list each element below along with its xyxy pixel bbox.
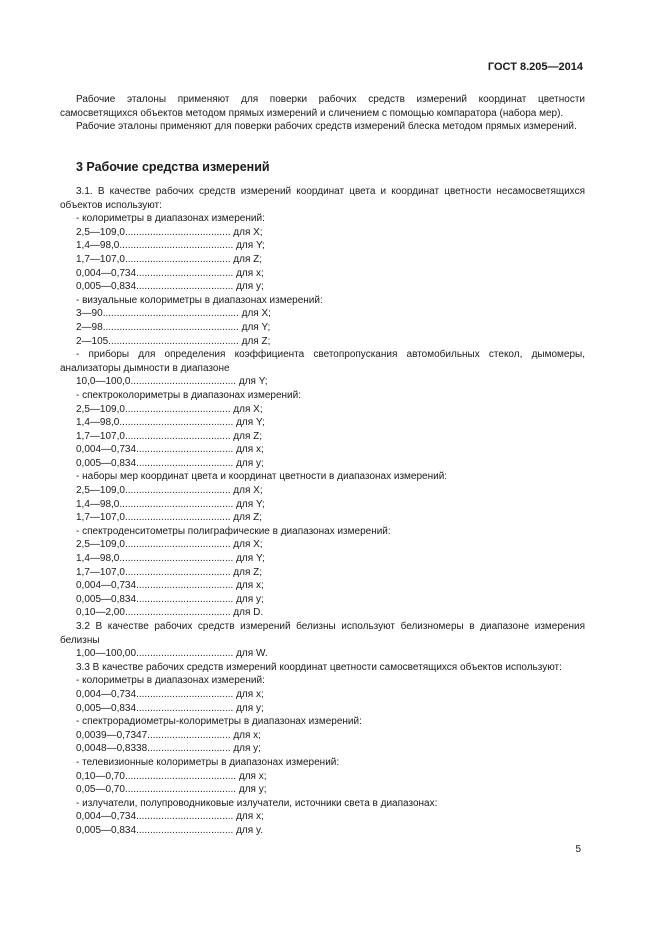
- range-row: 2,5—109,0...................................... для X;: [76, 485, 263, 497]
- range-row: 0,004—0,734................................... для x;: [76, 688, 264, 700]
- group-title: - визуальные колориметры в диапазонах измерений:: [76, 294, 323, 306]
- range-group-3: [60, 375, 585, 389]
- range-group-10: [60, 770, 585, 797]
- clause-3-3: 3.3 В качестве рабочих средств измерений координат цветности самосветящихся объектов используют:: [76, 661, 562, 673]
- range-row: 2—105............................................... для Z;: [76, 335, 271, 347]
- range-row: 3—90................................................. для X;: [76, 308, 271, 320]
- range-row: 2,5—109,0...................................... для X;: [76, 539, 263, 551]
- range-group-9: [60, 729, 585, 756]
- range-row: 0,004—0,734................................... для x;: [76, 580, 264, 592]
- range-row: 0,005—0,834................................... для y;: [76, 702, 264, 714]
- range-group-11: [60, 810, 585, 837]
- range-row: 0,004—0,734................................... для x;: [76, 267, 264, 279]
- group-title: - колориметры в диапазонах измерений:: [76, 213, 265, 225]
- clause-3-1: 3.1. В качестве рабочих средств измерений координат цвета и координат цветности несамосветящихся объектов используют:: [60, 186, 585, 211]
- range-group-1: [60, 226, 585, 294]
- range-group-7: [60, 647, 585, 661]
- group-title: - колориметры в диапазонах измерений:: [76, 675, 265, 687]
- range-row: 0,005—0,834................................... для y;: [76, 593, 264, 605]
- range-row: 1,00—100,00................................... для W.: [76, 648, 268, 660]
- range-row: 2—98................................................. для Y;: [76, 321, 271, 333]
- section-block: [60, 161, 585, 175]
- range-row: 1,4—98,0......................................... для Y;: [76, 240, 265, 252]
- range-row: 1,7—107,0...................................... для Z;: [76, 512, 263, 524]
- range-row: 1,4—98,0......................................... для Y;: [76, 553, 265, 565]
- measures-list: [60, 185, 585, 838]
- group-title: - наборы мер координат цвета и координат цветности в диапазонах измерений:: [76, 471, 448, 483]
- range-row: 0,0048—0,8338.............................. для y;: [76, 743, 261, 755]
- group-title: - спектрорадиометры-колориметры в диапазонах измерений:: [76, 716, 362, 728]
- range-row: 1,7—107,0...................................... для Z;: [76, 253, 263, 265]
- range-row: 0,0039—0,7347.............................. для x;: [76, 729, 261, 741]
- range-row: 0,005—0,834................................... для y;: [76, 457, 264, 469]
- intro-paragraph-2: Рабочие эталоны применяют для поверки рабочих средств измерений блеска методом прямых измерений.: [76, 121, 577, 133]
- range-row: 1,7—107,0...................................... для Z;: [76, 430, 263, 442]
- range-row: 2,5—109,0...................................... для X;: [76, 403, 263, 415]
- range-row: 0,10—0,70........................................ для x;: [76, 770, 267, 782]
- range-row: 0,005—0,834................................... для y;: [76, 281, 264, 293]
- group-title: - телевизионные колориметры в диапазонах измерений:: [76, 756, 340, 768]
- intro-paragraph-1: Рабочие эталоны применяют для поверки рабочих средств измерений координат цветности самосветящихся объектов методом прямых измерений и сличением с помощью компаратора (набора мер).: [60, 94, 585, 119]
- range-group-5: [60, 484, 585, 525]
- range-row: 0,004—0,734................................... для x;: [76, 811, 264, 823]
- range-row: 0,10—2,00...................................... для D.: [76, 607, 264, 619]
- clause-3-2: 3.2 В качестве рабочих средств измерений белизны используют белизномеры в диапазоне измерения белизны: [60, 621, 585, 646]
- range-row: 1,4—98,0......................................... для Y;: [76, 498, 265, 510]
- page-number: 5: [575, 844, 581, 855]
- range-group-4: [60, 403, 585, 471]
- range-row: 1,4—98,0......................................... для Y;: [76, 417, 265, 429]
- group-title: - излучатели, полупроводниковые излучатели, источники света в диапазонах:: [76, 797, 438, 809]
- group-title: - приборы для определения коэффициента светопропускания автомобильных стекол, дымомеры, анализаторы дымности в диапазоне: [60, 349, 585, 374]
- range-row: 1,7—107,0...................................... для Z;: [76, 566, 263, 578]
- group-title: - спектроденситометры полиграфические в диапазонах измерений:: [76, 525, 391, 537]
- document-header: ГОСТ 8.205—2014: [487, 61, 583, 73]
- range-row: 0,05—0,70........................................ для y;: [76, 784, 267, 796]
- section-title: 3 Рабочие средства измерений: [76, 160, 270, 174]
- range-row: 10,0—100,0...................................... для Y;: [76, 376, 268, 388]
- intro-block: [60, 93, 585, 134]
- range-row: 0,005—0,834................................... для y.: [76, 824, 263, 836]
- group-title: - спектроколориметры в диапазонах измерений:: [76, 389, 302, 401]
- range-row: 0,004—0,734................................... для x;: [76, 444, 264, 456]
- range-group-8: [60, 688, 585, 715]
- range-group-6: [60, 538, 585, 620]
- range-group-2: [60, 307, 585, 348]
- range-row: 2,5—109,0...................................... для X;: [76, 226, 263, 238]
